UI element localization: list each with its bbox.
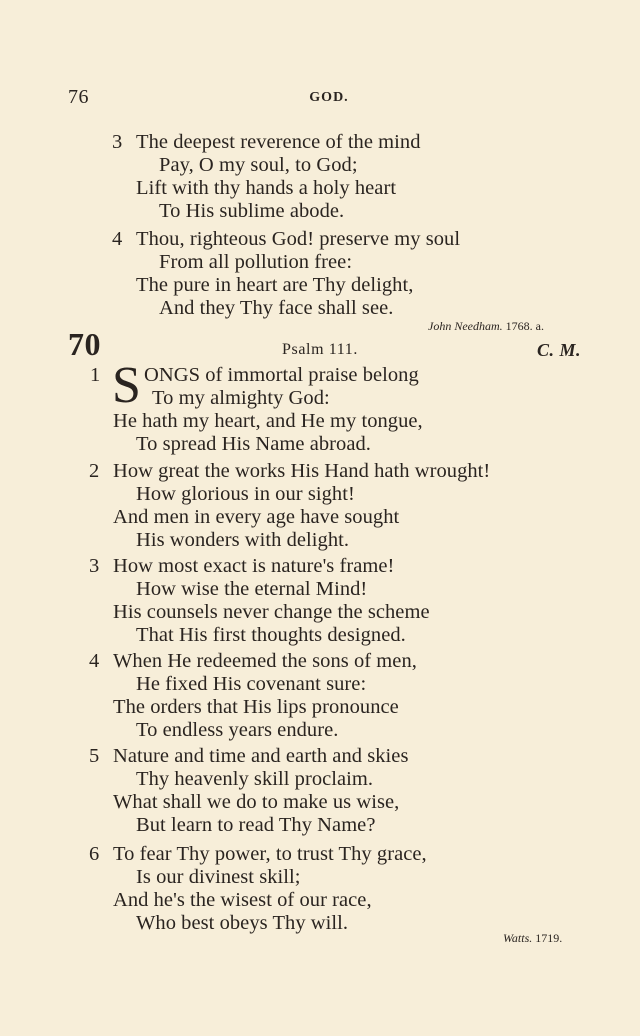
attribution	[428, 319, 544, 334]
attribution-year: 1768. a.	[505, 319, 544, 333]
verse-text: To fear Thy power, to trust Thy grace,	[113, 843, 427, 865]
verse-number: 4	[112, 228, 123, 250]
verse-line: To my almighty God:	[152, 387, 330, 409]
verse-line: That His first thoughts designed.	[136, 624, 406, 646]
verse-number: 4	[89, 650, 100, 672]
attribution-author: John Needham.	[428, 319, 503, 333]
verse-line	[112, 131, 421, 154]
verse-line: Is our divinest skill;	[136, 866, 301, 888]
verse-number: 6	[89, 843, 100, 865]
attribution-author: Watts.	[503, 931, 533, 945]
verse-number: 2	[89, 460, 100, 482]
verse-line: Thy heavenly skill proclaim.	[136, 768, 374, 790]
verse-text: The deepest reverence of the mind	[136, 131, 421, 153]
verse-line	[89, 460, 491, 483]
verse-line: But learn to read Thy Name?	[136, 814, 376, 836]
verse-text: How great the works His Hand hath wrought!	[113, 460, 491, 482]
verse-line: From all pollution free:	[159, 251, 353, 273]
verse-text: Nature and time and earth and skies	[113, 745, 409, 767]
psalm-reference: Psalm 111.	[282, 341, 358, 358]
verse-line: Who best obeys Thy will.	[136, 912, 349, 934]
drop-cap: S	[112, 357, 141, 414]
verse-line	[89, 555, 395, 578]
verse-line: To spread His Name abroad.	[136, 433, 371, 455]
verse-line: How wise the eternal Mind!	[136, 578, 368, 600]
verse-line: Pay, O my soul, to God;	[159, 154, 358, 176]
verse-number: 3	[89, 555, 100, 577]
verse-line: And he's the wisest of our race,	[113, 889, 372, 911]
verse-line: His counsels never change the scheme	[113, 601, 430, 623]
verse-text: When He redeemed the sons of men,	[113, 650, 417, 672]
verse-line: What shall we do to make us wise,	[113, 791, 400, 813]
verse-line	[89, 650, 417, 673]
verse-line: The orders that His lips pronounce	[113, 696, 399, 718]
page-header	[68, 86, 590, 110]
verse-number: 5	[89, 745, 100, 767]
verse-number: 1	[90, 364, 101, 386]
verse-line: And they Thy face shall see.	[159, 297, 394, 319]
verse-line: To endless years endure.	[136, 719, 339, 741]
verse-line	[89, 843, 427, 866]
verse-line: The pure in heart are Thy delight,	[136, 274, 414, 296]
verse-line: His wonders with delight.	[136, 529, 350, 551]
running-head: GOD.	[309, 90, 349, 105]
verse-line: He hath my heart, and He my tongue,	[113, 410, 423, 432]
verse-line: And men in every age have sought	[113, 506, 400, 528]
verse-text: Thou, righteous God! preserve my soul	[136, 228, 461, 250]
hymn-number: 70	[68, 326, 101, 362]
verse-line	[89, 745, 409, 768]
verse-line: He fixed His covenant sure:	[136, 673, 367, 695]
verse-line: How glorious in our sight!	[136, 483, 355, 505]
verse-line: Lift with thy hands a holy heart	[136, 177, 397, 199]
verse-line: To His sublime abode.	[159, 200, 345, 222]
meter: C. M.	[537, 340, 582, 360]
verse-line	[112, 228, 461, 251]
verse-number: 3	[112, 131, 123, 153]
verse-text: How most exact is nature's frame!	[113, 555, 395, 577]
attribution	[503, 931, 562, 946]
verse-line: ONGS of immortal praise belong	[144, 364, 419, 386]
page-number: 76	[68, 86, 89, 108]
attribution-year: 1719.	[535, 931, 563, 945]
